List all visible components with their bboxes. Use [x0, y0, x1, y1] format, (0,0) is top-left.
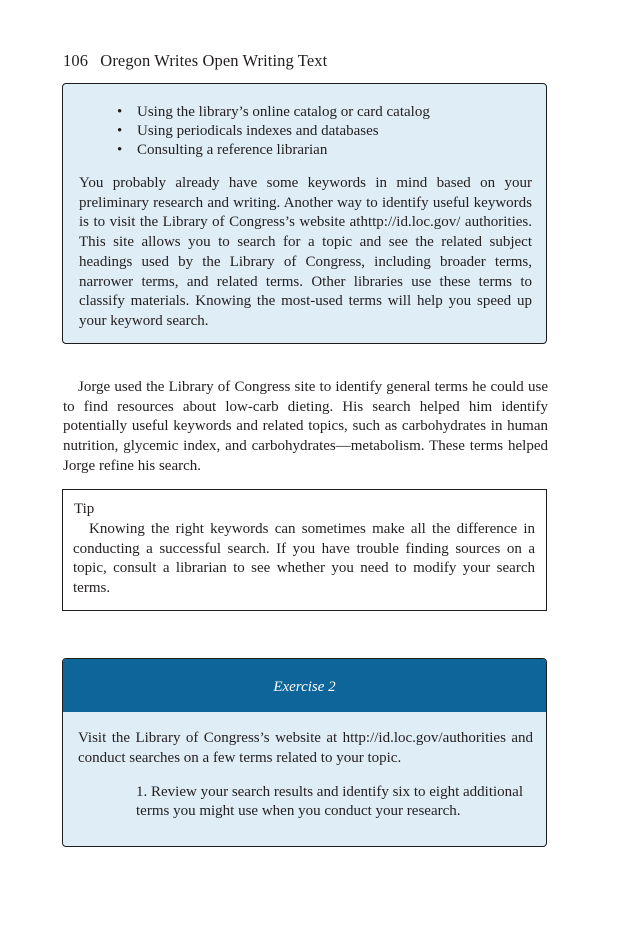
- exercise-steps: [136, 783, 536, 821]
- page-number: 106: [63, 51, 89, 70]
- list-item: • Consulting a reference librarian: [117, 141, 430, 160]
- body-paragraph: Jorge used the Library of Congress site to identify general terms he could use to find resources about low-carb dieting. His search helped him identify potentially useful keywords and related topics, such as carbohydrates in human nutrition, glycemic index, and carbohydrates—metabolism. These terms helped Jorge refine his search.: [63, 379, 548, 474]
- exercise-title: Exercise 2: [63, 659, 546, 712]
- info-box: [62, 83, 547, 344]
- list-item: • Using periodicals indexes and databases: [117, 122, 430, 141]
- tip-box: [62, 489, 547, 611]
- tip-text: Knowing the right keywords can sometimes make all the difference in conducting a successful search. If you have trouble finding sources on a topic, consult a librarian to see whether you need to modify your search terms.: [73, 521, 535, 596]
- keywords-paragraph: You probably already have some keywords in mind based on your preliminary research and writing. Another way to identify useful keywords is to visit the Library of Congress’s website athttp://id.loc.gov/ authorities. This site allows you to search for a topic and see the related subject headings used by the Library of Congress, including broader terms, narrower terms, and related terms. Other libraries use these terms to classify materials. Knowing the most-used terms will help you speed up your keyword search.: [79, 175, 532, 329]
- running-header: [63, 51, 327, 71]
- exercise-paragraph: Visit the Library of Congress’s website at http://id.loc.gov/authorities and conduct searches on a few terms related to your topic.: [78, 730, 533, 766]
- exercise-box: [62, 658, 547, 847]
- book-title: Oregon Writes Open Writing Text: [100, 51, 328, 70]
- list-item: • Using the library’s online catalog or card catalog: [117, 103, 430, 122]
- list-item: 1. Review your search results and identify six to eight additional terms you might use when you conduct your research.: [136, 784, 523, 819]
- search-methods-list: [117, 103, 430, 160]
- tip-label: Tip: [74, 501, 95, 517]
